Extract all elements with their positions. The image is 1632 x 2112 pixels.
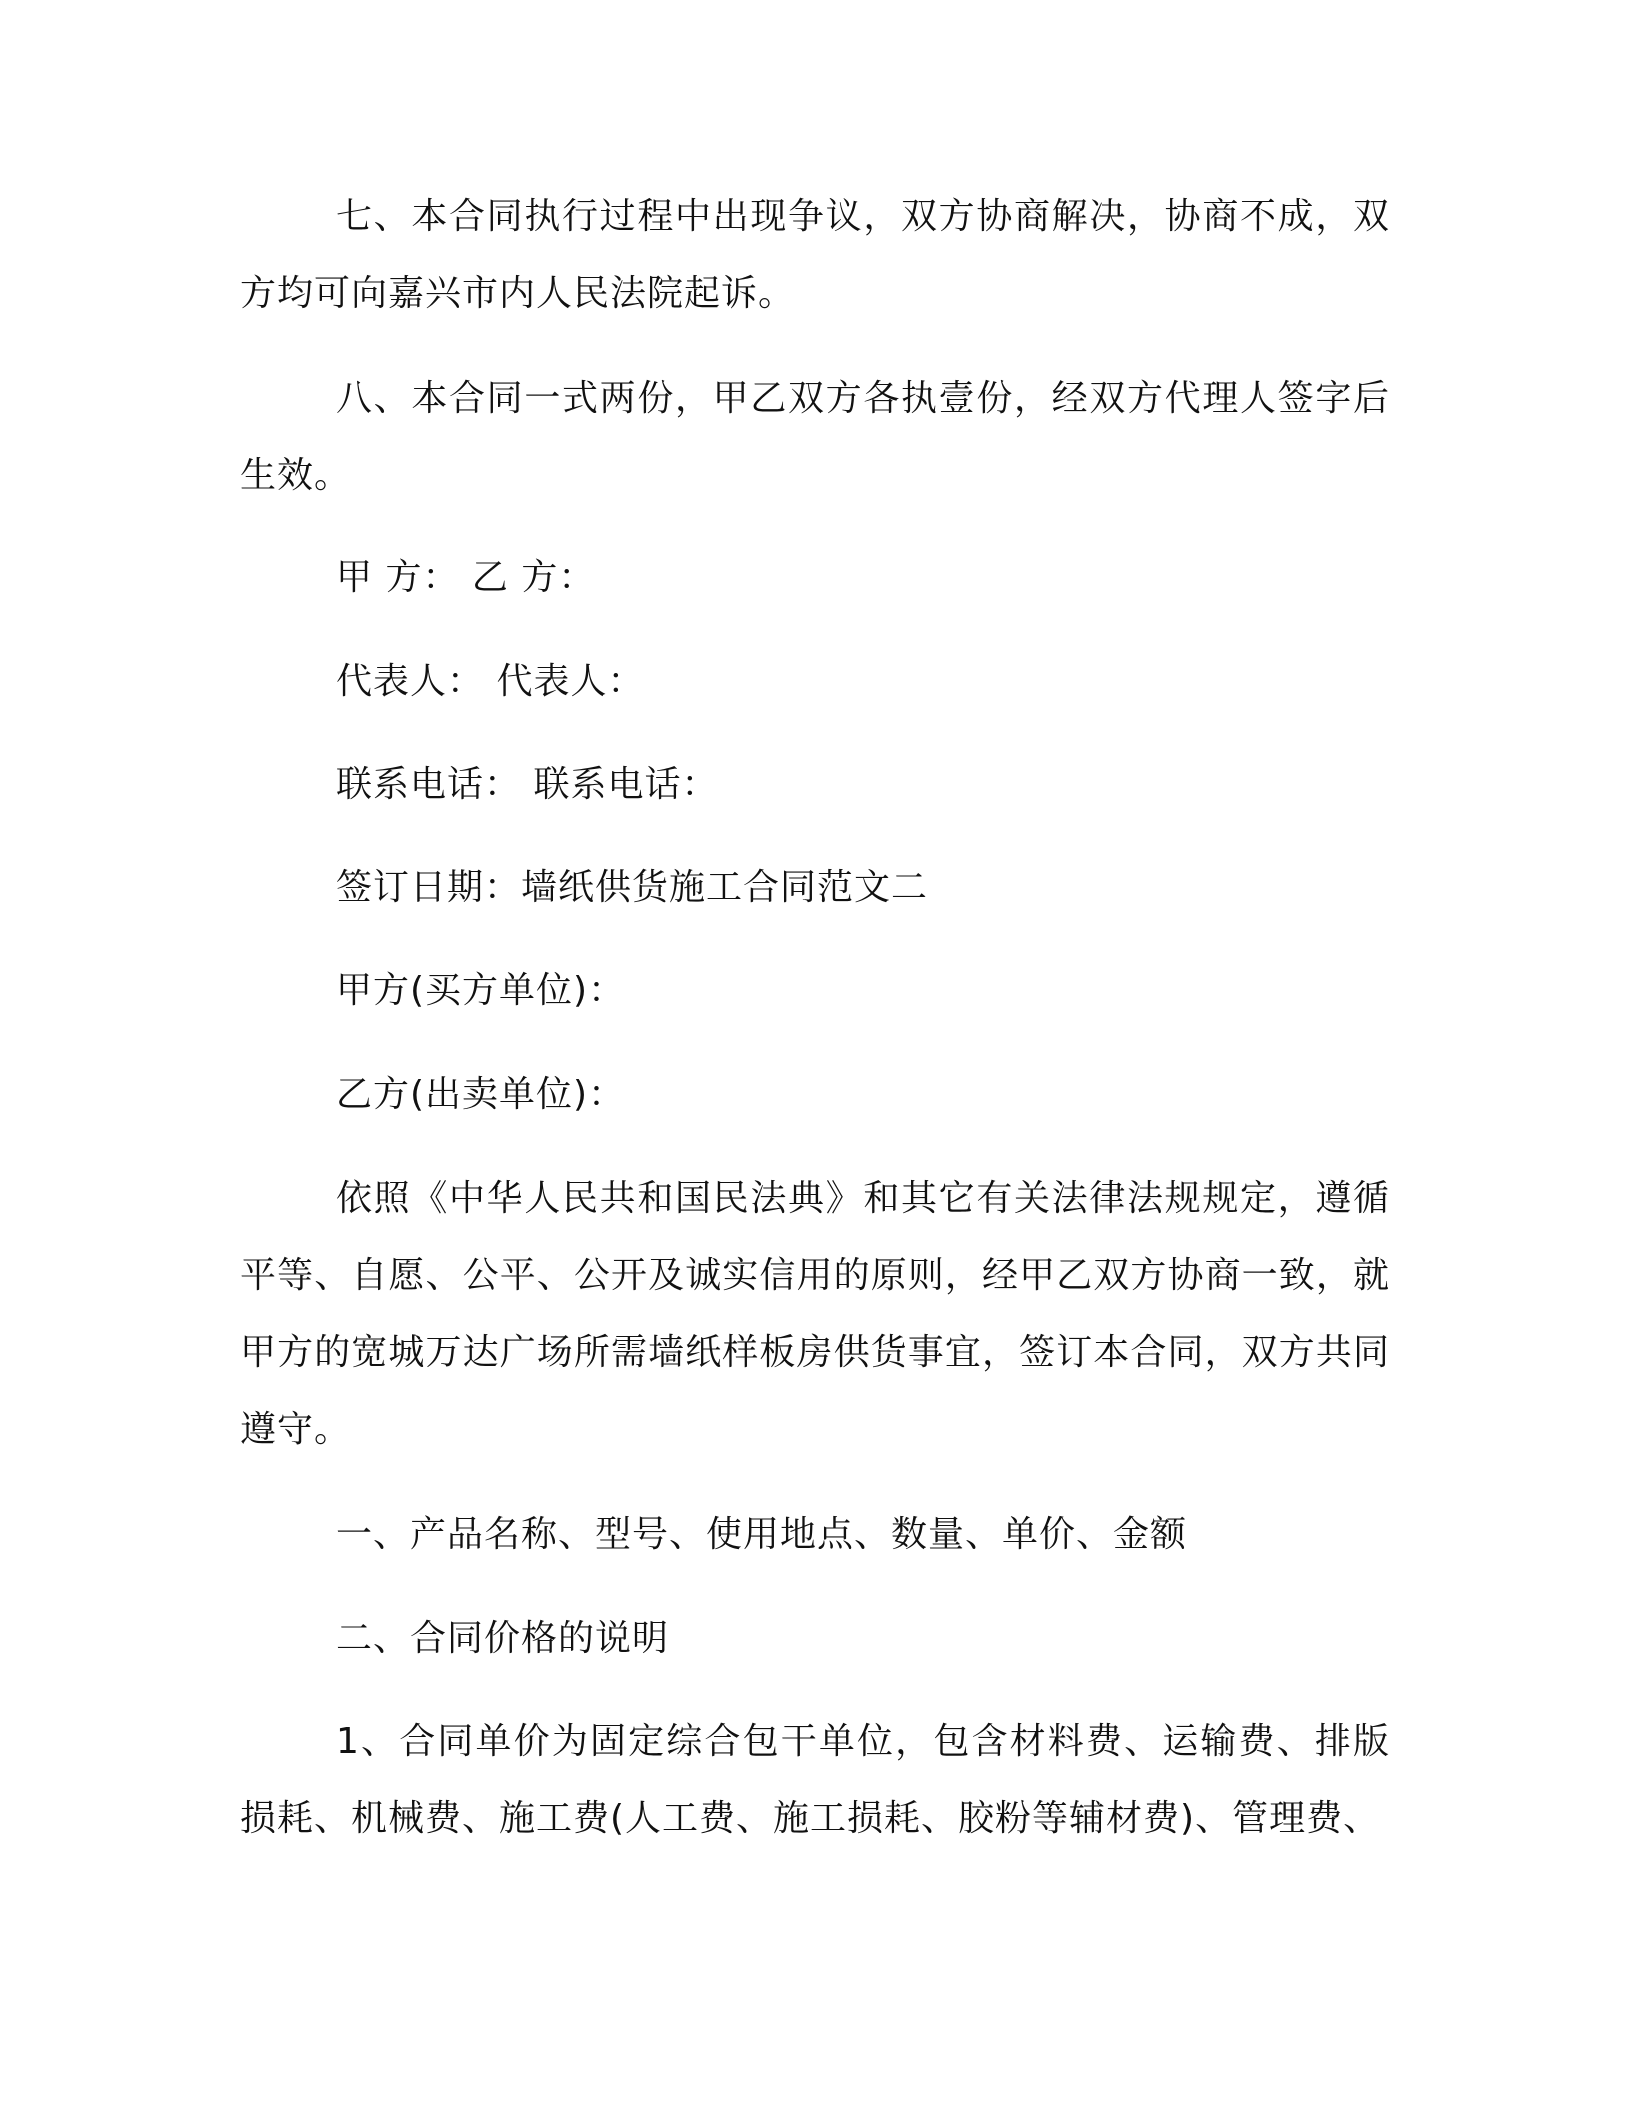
buyer-line: 甲方(买方单位)： [336, 970, 626, 1011]
party-line: 甲 方： 乙 方： [336, 557, 596, 598]
section-one-heading: 一、产品名称、型号、使用地点、数量、单价、金额 [336, 1514, 1188, 1555]
item-one-paragraph: 1、合同单价为固定综合包干单位，包含材料费、运输费、排版损耗、机械费、施工费(人工费、施工损耗、胶粉等辅材费)、管理费、 [240, 1721, 1390, 1839]
phone-line: 联系电话： 联系电话： [336, 764, 719, 805]
section-two-heading: 二、合同价格的说明 [336, 1618, 670, 1659]
seller-line: 乙方(出卖单位)： [336, 1074, 626, 1115]
intro-paragraph: 依照《中华人民共和国民法典》和其它有关法律法规规定，遵循平等、自愿、公平、公开及诚实信用的原则，经甲乙双方协商一致，就甲方的宽城万达广场所需墙纸样板房供货事宜，签订本合同，双方共同遵守。 [240, 1178, 1390, 1450]
clause-eight-paragraph: 八、本合同一式两份，甲乙双方各执壹份，经双方代理人签字后生效。 [240, 378, 1390, 496]
sign-date-line: 签订日期：墙纸供货施工合同范文二 [336, 867, 929, 908]
representative-line: 代表人： 代表人： [336, 661, 645, 702]
clause-seven-paragraph: 七、本合同执行过程中出现争议，双方协商解决，协商不成，双方均可向嘉兴市内人民法院起诉。 [240, 196, 1390, 314]
